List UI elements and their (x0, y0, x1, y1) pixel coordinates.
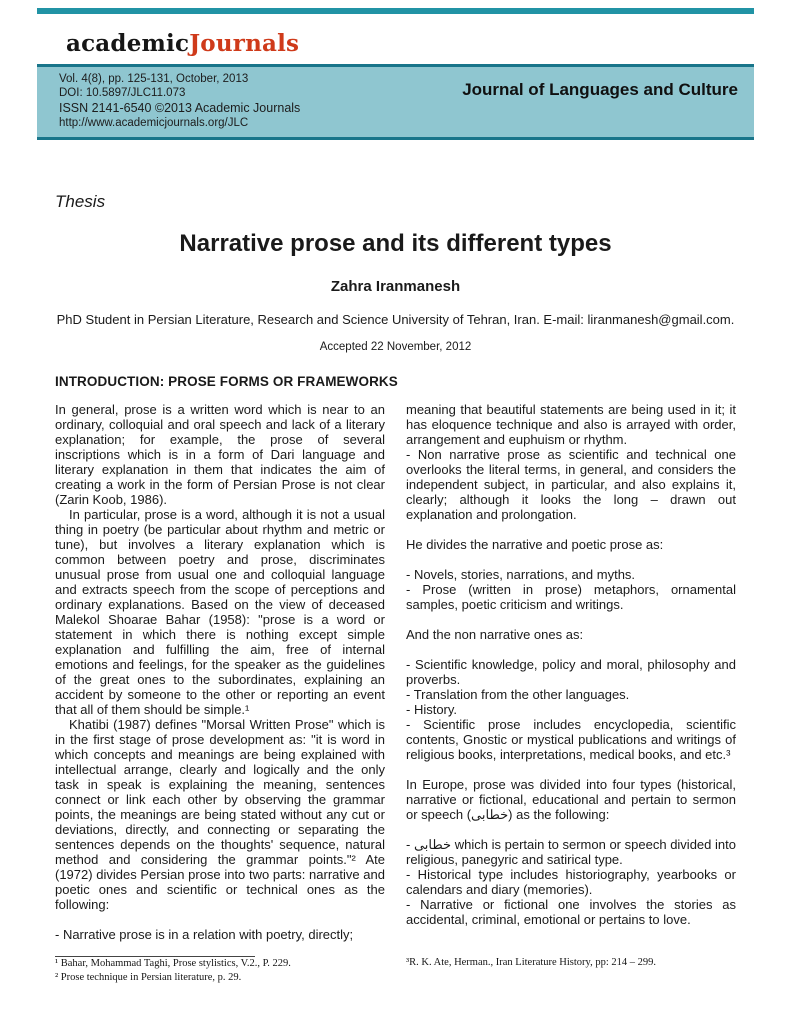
author-affiliation: PhD Student in Persian Literature, Research and Science University of Tehran, Iran. E-mail: liranmanesh@gmail.com. (56, 311, 735, 327)
journal-url: http://www.academicjournals.org/JLC (59, 117, 249, 130)
footnotes-left (55, 956, 385, 986)
author-name: Zahra Iranmanesh (330, 277, 461, 295)
journal-name: Journal of Languages and Culture (462, 80, 738, 99)
paragraph: He divides the narrative and poetic prose as: (406, 536, 664, 552)
publisher-logo-academic: academic (66, 30, 190, 57)
paragraph: And the non narrative ones as: (406, 626, 584, 642)
publisher-logo-journals: Journals (189, 30, 300, 57)
footnote: ² Prose technique in Persian literature, p. 29. (55, 972, 242, 984)
top-accent-bar (37, 8, 754, 14)
footnote-list-right (406, 956, 736, 971)
article-title: Narrative prose and its different types (179, 229, 612, 257)
issn-line: ISSN 2141-6540 ©2013 Academic Journals (59, 100, 301, 115)
paragraph: In particular, prose is a word, although it is not a usual thing in poetry (be particular about rhythm and metric or tune), but involves a literary explanation which is common between poetry and prose, discriminates unusual prose from usual one and colloquial language and extracts speech from the scope of perceptions and ordinary explanations. Based on the view of deceased Malekol Shoarae Bahar (1958): "prose is a word or statement in which there is nothing except simple explanation and fulfilling the aim, free of internal emotions and feelings, for the speaker as the guidelines of the great ones to the subordinates, explaining an accident by someone to the other or reporting an event that all of them should be simple.¹ (55, 506, 385, 717)
article-type-label: Thesis (55, 191, 106, 211)
paragraph: - Prose (written in prose) metaphors, ornamental samples, poetic criticism and writings. (406, 581, 736, 612)
right-column (406, 402, 736, 942)
section-heading: INTRODUCTION: PROSE FORMS OR FRAMEWORKS (55, 373, 398, 389)
paragraph: - خطابی which is pertain to sermon or speech divided into religious, panegyric and satirical type. (406, 836, 736, 867)
paragraph: Khatibi (1987) defines "Morsal Written Prose" which is in the first stage of prose development as: "it is word in which concepts and meanings are being explained with intellectual arrange, clearly and logically and the only task in speak is explaining the meaning, sentences connect or link each other by observing the grammar points, the meanings are being stated without any cut or deviations, directly, and connecting or separating the sentences depends on the thoughts' sequence, natural method and considering the grammar points."² Ate (1972) divides Persian prose into two parts: narrative and poetic ones and scientific or technical ones as the following: (55, 716, 385, 912)
footnote: ³R. K. Ate, Herman., Iran Literature History, pp: 214 – 299. (406, 956, 657, 968)
issue-meta (59, 72, 300, 131)
volume-line: Vol. 4(8), pp. 125-131, October, 2013 (59, 73, 249, 85)
paragraph: - Narrative or fictional one involves the stories as accidental, criminal, emotional or pertains to love. (406, 896, 736, 927)
paragraph: - History. (406, 701, 458, 717)
publisher-logo (66, 30, 791, 57)
paragraph: - Scientific prose includes encyclopedia, scientific contents, Gnostic or mystical publications and writings of religious books, interpretations, medical books, and etc.³ (406, 716, 736, 762)
footnotes-right (406, 956, 736, 986)
paragraph: meaning that beautiful statements are being used in it; it has eloquence technique and also is arrayed with order, arrangement and euphuism or rhythm. (406, 401, 736, 447)
paragraph: - Scientific knowledge, policy and moral, philosophy and proverbs. (406, 656, 736, 687)
footnotes-row (55, 956, 736, 986)
paragraph: - Novels, stories, narrations, and myths. (406, 566, 636, 582)
paragraph: - Narrative prose is in a relation with poetry, directly; (55, 926, 354, 942)
left-column (55, 402, 385, 942)
paragraph: In general, prose is a written word which is near to an ordinary, colloquial and oral speech and lack of a literary explanation; for example, the prose of several inscriptions which is in a form of Dari language and literary explanation in them that indicates the aim of creating a work in the form of Persian Prose is not clear (Zarin Koob, 1986). (55, 401, 385, 507)
paragraph: In Europe, prose was divided into four types (historical, narrative or fictional, educational and pertain to sermon or speech (خطابی) as the following: (406, 776, 736, 822)
footnote-list-left (55, 957, 385, 986)
masthead-band (37, 64, 754, 140)
paragraph: - Translation from the other languages. (406, 686, 630, 702)
body-columns (55, 402, 736, 942)
paragraph: - Historical type includes historiography, yearbooks or calendars and diary (memories). (406, 866, 736, 897)
doi-line: DOI: 10.5897/JLC11.073 (59, 87, 186, 100)
accepted-date: Accepted 22 November, 2012 (319, 340, 472, 353)
paragraph: - Non narrative prose as scientific and technical one overlooks the literal terms, in general, and considers the independent subject, in particular, and also explains it, clearly; although it looks the long – drawn out explanation and prolongation. (406, 446, 736, 522)
footnote: ¹ Bahar, Mohammad Taghi, Prose stylistics, V.2., P. 229. (55, 957, 291, 969)
